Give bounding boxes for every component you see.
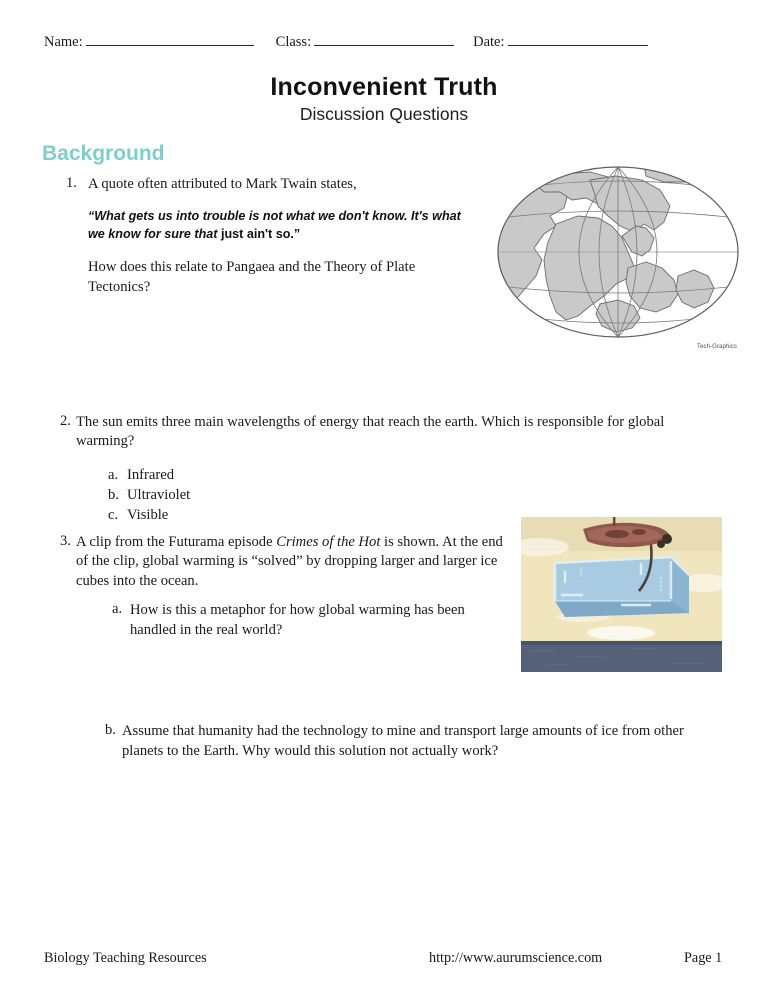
date-blank-rule[interactable]	[508, 32, 648, 46]
option-b-label: Ultraviolet	[127, 487, 191, 504]
page-subtitle: Discussion Questions	[299, 104, 469, 124]
name-label: Name:	[44, 34, 83, 50]
futurama-episode-title: Crimes of the Hot	[276, 534, 381, 550]
option-b-letter: b.	[108, 487, 119, 504]
question-3-text-before: A clip from the Futurama episode	[76, 534, 277, 550]
mark-twain-quote	[88, 208, 470, 244]
page-title: Inconvenient Truth	[270, 73, 498, 101]
option-a-letter: a.	[108, 467, 119, 483]
question-3a-text: How is this a metaphor for how global warming has been handled in the real world?	[130, 602, 465, 638]
question-3-text	[76, 533, 508, 591]
option-c[interactable]	[108, 505, 190, 525]
name-field[interactable]	[44, 32, 254, 51]
option-a[interactable]	[108, 465, 190, 485]
globe-credit-label: Tech-Graphics	[697, 344, 737, 350]
date-field[interactable]	[473, 32, 647, 51]
name-blank-rule[interactable]	[86, 32, 254, 46]
futurama-still-figure	[521, 517, 722, 672]
quote-plain-part: just ain't so.”	[220, 226, 301, 241]
question-3b-letter: b.	[105, 722, 116, 738]
question-2-number: 2.	[60, 413, 71, 429]
footer-url[interactable]: http://www.aurumscience.com	[429, 950, 603, 966]
date-label: Date:	[473, 34, 505, 50]
student-info-line	[44, 32, 724, 51]
class-field[interactable]	[276, 32, 454, 51]
option-c-label: Visible	[127, 507, 169, 524]
class-label: Class:	[275, 34, 312, 50]
question-3-number: 3.	[60, 533, 71, 549]
question-1-followup: How does this relate to Pangaea and the Theory of Plate Tectonics?	[88, 259, 416, 295]
footer-page-number: Page 1	[684, 950, 723, 966]
option-c-letter: c.	[108, 507, 119, 524]
question-3-text-after: is shown. At the end of the clip, global warming is “solved” by dropping larger and larger ice cubes into the ocean.	[76, 534, 503, 589]
footer-left: Biology Teaching Resources	[44, 950, 207, 966]
question-3b-text: Assume that humanity had the technology to mine and transport large amounts of ice from other planets to the Earth. Why would this solution not actually work?	[122, 723, 684, 759]
question-1-text: A quote often attributed to Mark Twain states,	[88, 176, 357, 192]
pangaea-globe-figure	[494, 164, 742, 360]
option-b[interactable]	[108, 485, 190, 505]
quote-italic-part: “What gets us into trouble is not what we don't know. It's what we know for sure that	[88, 209, 461, 241]
question-2-options	[108, 465, 190, 525]
option-a-label: Infrared	[127, 467, 174, 483]
question-1-number: 1.	[66, 175, 77, 191]
question-2-text: The sun emits three main wavelengths of energy that reach the earth. Which is responsible for global warming?	[76, 414, 665, 450]
section-heading-background: Background	[42, 142, 165, 165]
question-3a-letter: a.	[112, 601, 123, 617]
class-blank-rule[interactable]	[314, 32, 454, 46]
